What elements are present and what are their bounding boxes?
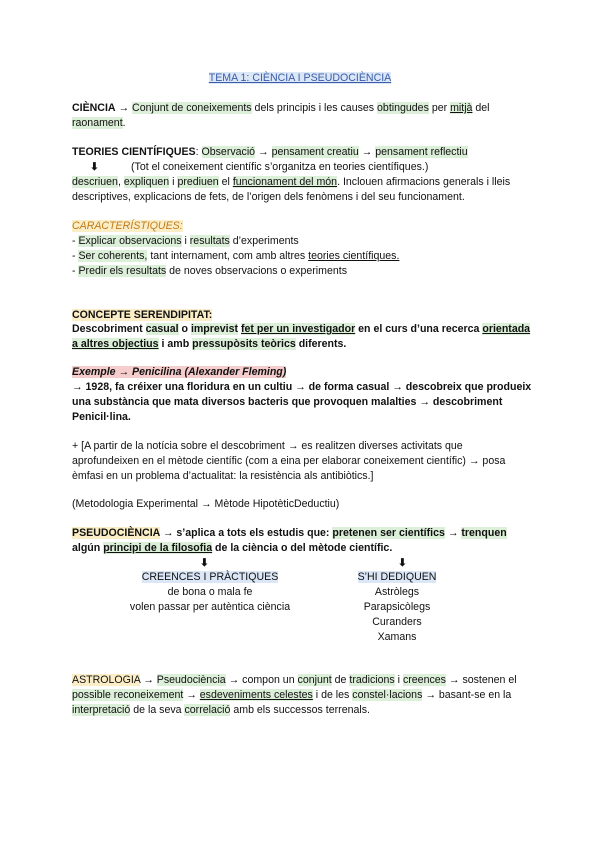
creences-column [110, 570, 310, 615]
teories-note-line: ⬇ (Tot el coneixement científic s’organitza en teories científiques.) [90, 161, 429, 173]
dediquen-item: Xamans [377, 631, 417, 643]
exemple-heading: Exemple → Penicilina (Alexander Fleming) [72, 366, 287, 378]
creences-item: volen passar per autèntica ciència [129, 601, 291, 613]
creences-item: de bona o mala fe [167, 586, 253, 598]
serendipitat-heading: CONCEPTE SERENDIPITAT: [72, 309, 213, 321]
creences-heading: CREENCES I PRÀCTIQUES [141, 571, 279, 583]
document-title: TEMA 1: CIÈNCIA I PSEUDOCIÈNCIA [208, 72, 392, 84]
teories-line: TEORIES CIENTÍFIQUES: Observació → pensament creatiu → pensament reflectiu [72, 146, 468, 158]
caracteristiques-item-1: - Explicar observacions i resultats d’experiments [72, 235, 299, 247]
exemple-body: → 1928, fa créixer una floridura en un cultiu → de forma casual → descobreix que produeix una substància que mata diversos bacteris que provoquen malalties → descobriment Penicil·lina. [72, 381, 532, 423]
dediquen-item: Parapsicòlegs [363, 601, 431, 613]
caracteristiques-item-3: - Predir els resultats de noves observacions o experiments [72, 265, 348, 277]
exemple-note: + [A partir de la notícia sobre el descobriment → es realitzen diverses activitats que aprofundeixen en el mètode científic (com a eina per elaborar coneixement científic) → posa èmfasi en un problema d’actualitat: la resistència als antibiòtics.] [72, 440, 506, 482]
dediquen-heading: S’HI DEDIQUEN [357, 571, 437, 583]
caracteristiques-heading: CARACTERÍSTIQUES: [72, 220, 183, 232]
serendipitat-definition: Descobriment casual o imprevist fet per un investigador en el curs d’una recerca orientada a altres objectius i amb pressupòsits teòrics diferents. [72, 323, 531, 350]
caracteristiques-item-2: - Ser coherents, tant internament, com amb altres teories científiques. [72, 250, 400, 262]
astrologia-definition: ASTROLOGIA → Pseudociència → compon un conjunt de tradicions i creences → sostenen el possible reconeixement → esdeveniments celestes i de les constel·lacions → basant-se en la interpretació de la seva correlació amb els successos terrenals. [72, 674, 517, 716]
dediquen-column [322, 570, 472, 645]
ciencia-definition: CIÈNCIA → Conjunt de coneixements dels principis i les causes obtingudes per mitjà del raonament. [72, 102, 490, 129]
dediquen-item: Curanders [372, 616, 422, 628]
arrow-down-icon: ⬇ [90, 161, 99, 173]
teories-description: descriuen, expliquen i prediuen el funcionament del món. Inclouen afirmacions generals i lleis descriptives, explicacions de fets, de l’origen dels fenòmens i del seu funcionament. [72, 176, 511, 203]
metodologia-line: (Metodologia Experimental → Mètode HipotèticDeductiu) [72, 498, 340, 510]
dediquen-item: Astròlegs [374, 586, 420, 598]
arrow-down-icon-left: ⬇ [200, 557, 209, 569]
pseudociencia-definition: PSEUDOCIÈNCIA → s’aplica a tots els estudis que: pretenen ser científics → trenquen algún principi de la filosofia de la ciència o del mètode científic. [72, 527, 507, 554]
arrow-down-icon-right: ⬇ [398, 557, 407, 569]
